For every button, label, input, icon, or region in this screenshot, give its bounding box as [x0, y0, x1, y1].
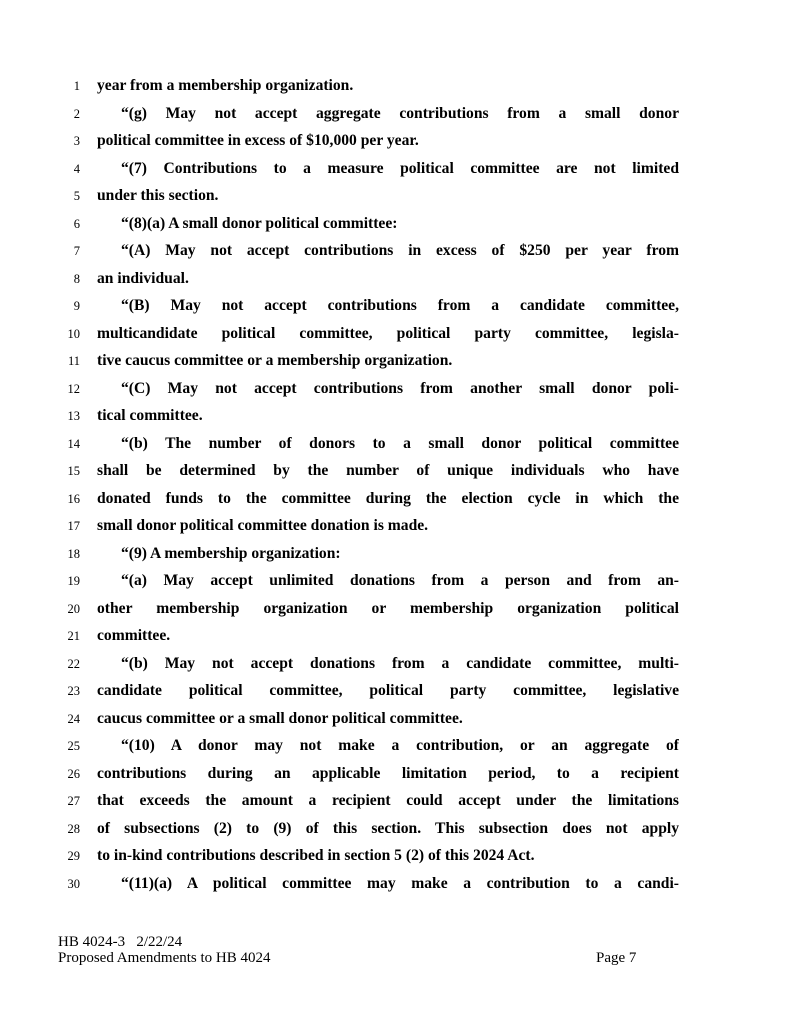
document-line [0, 268, 800, 290]
line-number: 26 [67, 766, 80, 781]
line-number: 11 [67, 354, 80, 368]
line-text: “(g) May not accept aggregate contributions from a small donor [121, 104, 679, 122]
document-line [0, 350, 800, 372]
document-line [0, 625, 800, 647]
line-text: donated funds to the committee during the election cycle in which the [97, 489, 679, 507]
line-number: 15 [67, 464, 80, 478]
document-line [0, 845, 800, 867]
line-text: “(11)(a) A political committee may make a contribution to a candi- [121, 874, 679, 892]
line-text: under this section. [97, 187, 219, 204]
document-line [0, 405, 800, 427]
document-line [0, 213, 800, 235]
document-line [0, 708, 800, 730]
line-text: “(b) May not accept donations from a candidate committee, multi- [121, 654, 679, 672]
footer-doc-id: HB 4024-3 2/22/24 [58, 934, 183, 950]
line-number: 8 [73, 271, 80, 286]
footer-title: Proposed Amendments to HB 4024 [58, 950, 271, 966]
document-line [0, 873, 800, 895]
document-line [0, 295, 800, 317]
line-text: “(7) Contributions to a measure political committee are not limited [121, 159, 679, 177]
line-text: year from a membership organization. [97, 77, 354, 94]
line-text: shall be determined by the number of unique individuals who have [97, 462, 679, 479]
line-number: 19 [67, 574, 80, 588]
line-number: 17 [67, 519, 80, 533]
line-number: 18 [67, 546, 80, 561]
line-text: other membership organization or membership organization political [97, 599, 679, 617]
document-line [0, 130, 800, 152]
line-number: 25 [67, 739, 80, 753]
document-line [0, 488, 800, 510]
line-number: 16 [67, 491, 80, 506]
line-number: 24 [67, 711, 80, 726]
document-line [0, 323, 800, 345]
line-number: 23 [67, 684, 80, 698]
document-line [0, 103, 800, 125]
document-line [0, 240, 800, 262]
line-text: “(a) May accept unlimited donations from a person and from an- [121, 572, 679, 589]
line-number: 22 [67, 656, 80, 671]
line-text: “(B) May not accept contributions from a candidate committee, [121, 297, 679, 314]
line-text: tical committee. [97, 407, 203, 424]
line-text: “(C) May not accept contributions from another small donor poli- [121, 379, 679, 397]
line-number: 2 [73, 106, 80, 121]
document-line [0, 75, 800, 97]
line-text: political committee in excess of $10,000 per year. [97, 132, 419, 149]
line-text: of subsections (2) to (9) of this section. This subsection does not apply [97, 819, 679, 837]
document-line [0, 735, 800, 757]
line-text: candidate political committee, political party committee, legislative [97, 682, 679, 699]
line-text: “(8)(a) A small donor political committee: [121, 214, 398, 232]
document-line [0, 433, 800, 455]
line-text: to in-kind contributions described in section 5 (2) of this 2024 Act. [97, 847, 535, 864]
line-text: an individual. [97, 269, 189, 287]
line-number: 21 [67, 629, 80, 643]
line-text: committee. [97, 627, 171, 644]
document-line [0, 790, 800, 812]
line-number: 27 [67, 794, 80, 808]
document-line [0, 763, 800, 785]
line-text: caucus committee or a small donor political committee. [97, 709, 463, 727]
line-text: small donor political committee donation is made. [97, 517, 429, 534]
line-text: “(b) The number of donors to a small donor political committee [121, 434, 679, 452]
document-line [0, 158, 800, 180]
line-text: tive caucus committee or a membership organization. [97, 352, 453, 369]
document-line [0, 818, 800, 840]
line-number: 13 [67, 409, 80, 423]
page-number: Page 7 [596, 950, 637, 966]
line-number: 29 [67, 849, 80, 863]
document-line [0, 378, 800, 400]
line-number: 20 [67, 601, 80, 616]
line-number: 14 [67, 436, 80, 451]
line-number: 5 [73, 189, 80, 203]
line-number: 7 [73, 244, 80, 258]
document-line [0, 185, 800, 207]
document-line [0, 598, 800, 620]
document-line [0, 680, 800, 702]
line-text: “(A) May not accept contributions in excess of $250 per year from [121, 242, 679, 259]
document-line [0, 570, 800, 592]
line-number: 9 [73, 299, 80, 313]
line-number: 1 [73, 79, 80, 93]
line-text: multicandidate political committee, political party committee, legisla- [97, 324, 679, 342]
line-number: 3 [73, 134, 80, 148]
document-line [0, 543, 800, 565]
line-text: contributions during an applicable limitation period, to a recipient [97, 764, 679, 782]
line-text: “(10) A donor may not make a contribution, or an aggregate of [121, 737, 679, 754]
line-number: 4 [73, 161, 80, 176]
line-number: 28 [67, 821, 80, 836]
line-number: 30 [67, 876, 80, 891]
line-text: that exceeds the amount a recipient could accept under the limitations [97, 792, 679, 809]
document-line [0, 515, 800, 537]
line-number: 12 [67, 381, 80, 396]
line-number: 6 [73, 216, 80, 231]
line-number: 10 [67, 326, 80, 341]
line-text: “(9) A membership organization: [121, 544, 341, 562]
document-line [0, 460, 800, 482]
document-line [0, 653, 800, 675]
